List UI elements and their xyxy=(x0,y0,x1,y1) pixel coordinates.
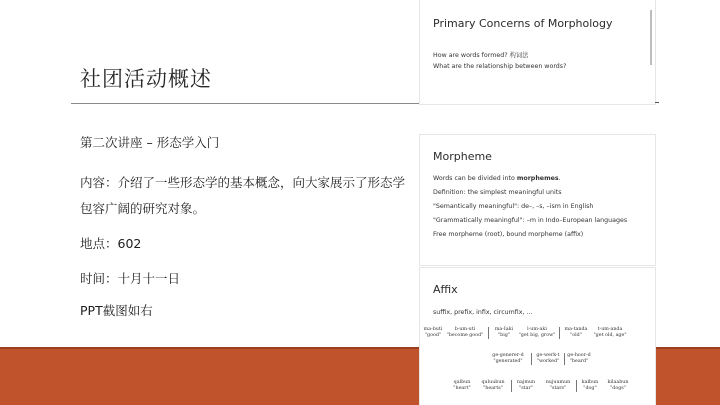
panel-heading: Primary Concerns of Morphology xyxy=(433,17,613,30)
slide-title: 社团活动概述 xyxy=(80,67,212,91)
gloss-item: ge-werk-t "worked" xyxy=(536,353,560,364)
panel-bold-term: morphemes xyxy=(516,175,559,182)
gloss-item: ge-generer-d "generated" xyxy=(492,353,524,364)
time-line: 时间：十月十一日 xyxy=(80,271,181,286)
gloss-item: kilaabun "dogs" xyxy=(607,380,629,391)
gloss-item: kalbun "dog" xyxy=(581,380,599,391)
gloss-item: l-um-aki "get big, grow" xyxy=(518,327,556,338)
panel-text: . xyxy=(558,175,561,182)
gloss-item: quluubun "hearts" xyxy=(481,380,505,391)
gloss-item: nujuumun "stars" xyxy=(545,380,571,391)
panel-line: Free morpheme (root), bound morpheme (affix) xyxy=(433,231,584,238)
gloss-item: b-um-uti "become good" xyxy=(446,327,484,338)
gloss-item: qalbun "heart" xyxy=(453,380,471,391)
panel-line: suffix, prefix, infix, circumfix, … xyxy=(433,309,533,316)
gloss-item: ma-buti "good" xyxy=(423,327,443,338)
place-line xyxy=(80,235,141,253)
place-value: 602 xyxy=(117,236,142,251)
scrollbar xyxy=(650,10,652,65)
lecture-line: 第二次讲座 – 形态学入门 xyxy=(80,135,220,150)
panel-line: "Grammatically meaningful": –m in Indo–European languages xyxy=(433,217,628,224)
panel-line xyxy=(433,175,561,182)
gloss-item: ma-Iaki "big" xyxy=(494,327,514,338)
panel-text: Words can be divided into xyxy=(433,175,517,182)
panel-heading: Affix xyxy=(433,283,458,296)
title-divider xyxy=(71,103,421,104)
panel-heading: Morpheme xyxy=(433,150,492,163)
screenshot-panel-morpheme xyxy=(420,135,655,265)
panel-line: Definition: the simplest meaningful units xyxy=(433,189,562,196)
place-label: 地点： xyxy=(80,236,118,251)
screenshot-panel-primary-concerns xyxy=(420,0,655,104)
gloss-item: ge-hoor-d "heard" xyxy=(567,353,591,364)
content-paragraph: 内容：介绍了一些形态学的基本概念，向大家展示了形态学包容广阔的研究对象。 xyxy=(80,175,406,216)
gloss-item: najmun "star" xyxy=(516,380,536,391)
gloss-item: ma-tanda "old" xyxy=(564,327,588,338)
panel-line: What are the relationship between words? xyxy=(433,63,567,70)
screenshot-panel-affix xyxy=(420,268,655,405)
divider-tick xyxy=(655,102,659,103)
panel-line: "Semantically meaningful": de–, –s, –ism in English xyxy=(433,203,594,210)
ppt-note: PPT截图如右 xyxy=(80,303,153,318)
gloss-separator xyxy=(559,327,560,339)
gloss-separator xyxy=(488,327,489,339)
panel-line: How are words formed? 构词法 xyxy=(433,52,529,59)
gloss-item: t-um-anda "get old, age" xyxy=(593,327,627,338)
